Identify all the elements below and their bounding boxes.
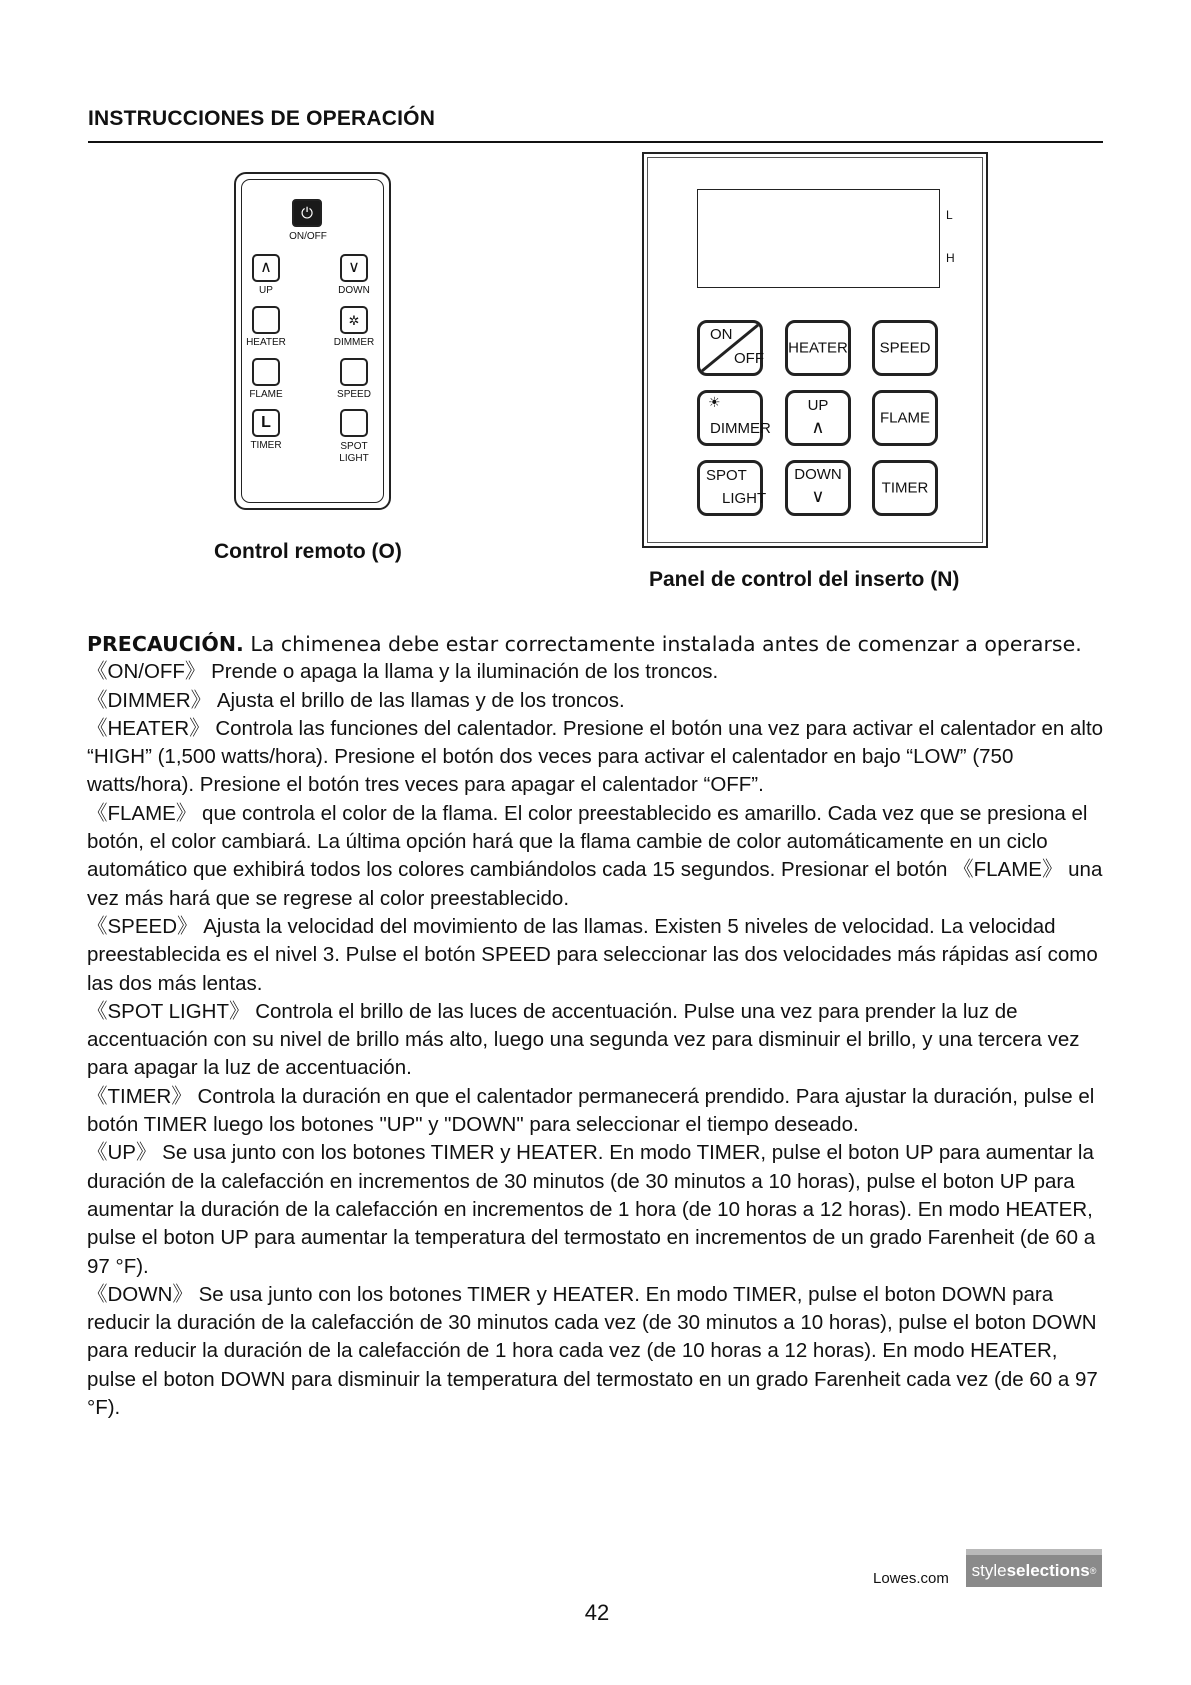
instructions-body <box>87 630 1107 1422</box>
panel-down-button <box>785 460 851 516</box>
remote-up-button <box>252 254 280 282</box>
lowes-site-text: Lowes.com <box>873 1570 949 1587</box>
chevron-up-icon: ∧ <box>811 417 825 437</box>
spotlight-paragraph: 《SPOT LIGHT》 Controla el brillo de las luces de accentuación. Pulse una vez para prender la luz de accentuación con su nivel de brillo más alto, luego una segunda vez para disminuir el brillo, y una tercera vez para apagar la luz de accentuación. <box>87 999 1080 1080</box>
panel-label-light: LIGHT <box>722 490 767 507</box>
remote-label-up: UP <box>259 285 273 296</box>
panel-up-button <box>785 390 851 446</box>
remote-spotlight-button <box>340 409 368 437</box>
chevron-up-icon: ∧ <box>260 259 272 276</box>
heading-rule <box>88 141 1103 143</box>
flame-paragraph: 《FLAME》 que controla el color de la flama. El color preestablecido es amarillo. Cada vez que se presiona el botón, el color cambiará. La última opción hará que la flama cambie de color automáticamente en un ciclo automático que exhibirá todos los colores cambiándolos cada 15 segundos. Presionar el botón 《FLAME》 una vez más hará que se regrese al color preestablecido. <box>87 801 1103 910</box>
panel-label-timer: TIMER <box>881 479 929 497</box>
styleselections-logo <box>966 1549 1102 1587</box>
remote-label-dimmer: DIMMER <box>333 337 375 348</box>
brand-style: style <box>971 1561 1007 1580</box>
power-icon: ⏻ <box>292 199 322 227</box>
caution-paragraph <box>87 630 1107 658</box>
panel-label-dimmer: DIMMER <box>710 420 771 437</box>
indicator-h: H <box>946 251 955 265</box>
brand-selections: selections <box>1006 1561 1090 1580</box>
panel-label-flame: FLAME <box>879 409 930 427</box>
panel-onoff-button <box>697 320 763 376</box>
up-paragraph: 《UP》 Se usa junto con los botones TIMER y HEATER. En modo TIMER, pulse el boton UP para aumentar la duración de la calefacción en incrementos de 30 minutos (de 30 minutos a 10 horas), pulse el boton UP para aumentar la duración de la calefacción en incrementos de 1 hora (de 10 horas a 12 horas). En modo HEATER, pulse el boton UP para aumentar la temperatura del termostato en incrementos de un grado Farenheit (de 60 a 97 °F). <box>87 1141 1096 1278</box>
indicator-l: L <box>946 208 953 222</box>
remote-flame-button <box>252 358 280 386</box>
panel-dimmer-button <box>697 390 771 446</box>
remote-label-flame: FLAME <box>249 389 283 400</box>
caution-text: La chimenea debe estar correctamente instalada antes de comenzar a operarse. <box>243 632 1082 656</box>
panel-label-spot: SPOT <box>706 467 747 484</box>
panel-timer-button <box>872 460 938 516</box>
chevron-down-icon: ∨ <box>348 259 360 276</box>
timer-paragraph: 《TIMER》 Controla la duración en que el calentador permanecerá prendido. Para ajustar la duración, pulse el botón TIMER luego los botones "UP" y "DOWN" para seleccionar el tiempo deseado. <box>87 1084 1095 1137</box>
panel-spotlight-button <box>697 460 767 516</box>
onoff-paragraph: 《ON/OFF》 Prende o apaga la llama y la iluminación de los troncos. <box>87 660 719 684</box>
remote-label-down: DOWN <box>338 285 370 296</box>
page-heading: INSTRUCCIONES DE OPERACIÓN <box>88 107 436 130</box>
caution-title: PRECAUCIÓN. <box>87 632 244 656</box>
panel-label-on: ON <box>710 326 733 343</box>
remote-label-speed: SPEED <box>337 389 371 400</box>
panel-label-down: DOWN <box>794 466 842 483</box>
dimmer-paragraph: 《DIMMER》 Ajusta el brillo de las llamas y de los troncos. <box>87 688 625 712</box>
remote-heater-button <box>252 306 280 334</box>
remote-dimmer-button <box>340 306 368 334</box>
remote-label-onoff: ON/OFF <box>289 231 327 242</box>
remote-control-illustration <box>234 172 391 510</box>
chevron-down-icon: ∨ <box>811 486 825 506</box>
remote-speed-button <box>340 358 368 386</box>
remote-label-light: LIGHT <box>339 453 369 464</box>
remote-label-spot: SPOT <box>340 441 368 452</box>
remote-caption: Control remoto (O) <box>214 540 402 563</box>
remote-timer-button <box>252 409 280 437</box>
bulb-icon: ☀ <box>708 394 721 410</box>
panel-label-off: OFF <box>734 350 764 367</box>
timer-l-icon: L <box>261 414 271 431</box>
down-paragraph: 《DOWN》 Se usa junto con los botones TIMER y HEATER. En modo TIMER, pulse el boton DOWN para reducir la duración de la calefacción de 30 minutos cada vez (de 30 minutos a 10 horas), pulse el boton DOWN para reducir la duración de la calefacción de 1 hora cada vez (de 10 horas a 12 horas). En modo HEATER, pulse el boton DOWN para disminuir la temperatura del termostato en un grado Farenheit cada vez (de 60 a 97 °F). <box>87 1282 1098 1420</box>
panel-heater-button <box>785 320 851 376</box>
panel-flame-button <box>872 390 938 446</box>
panel-speed-button <box>872 320 938 376</box>
remote-label-heater: HEATER <box>246 337 286 348</box>
panel-label-speed: SPEED <box>879 339 931 357</box>
panel-display <box>697 189 940 288</box>
brand-registered-mark: ® <box>1089 1566 1097 1576</box>
panel-caption: Panel de control del inserto (N) <box>649 568 960 591</box>
bulb-icon: ✲ <box>348 312 360 328</box>
heater-paragraph: 《HEATER》 Controla las funciones del calentador. Presione el botón una vez para activar el calentador en alto “HIGH” (1,500 watts/hora). Presione el botón dos veces para activar el calentador en bajo “LOW” (750 watts/hora). Presione el botón tres veces para apagar el calentador “OFF”. <box>87 716 1104 797</box>
remote-down-button <box>340 254 368 282</box>
speed-paragraph: 《SPEED》 Ajusta la velocidad del movimiento de las llamas. Existen 5 niveles de velocidad. La velocidad preestablecida es el nivel 3. Pulse el botón SPEED para seleccionar las dos velocidades más rápidas así como las dos más lentas. <box>87 914 1098 995</box>
page-number: 42 <box>584 1600 610 1625</box>
remote-label-timer: TIMER <box>250 440 282 451</box>
panel-label-heater: HEATER <box>788 339 848 357</box>
panel-label-up: UP <box>807 397 829 414</box>
